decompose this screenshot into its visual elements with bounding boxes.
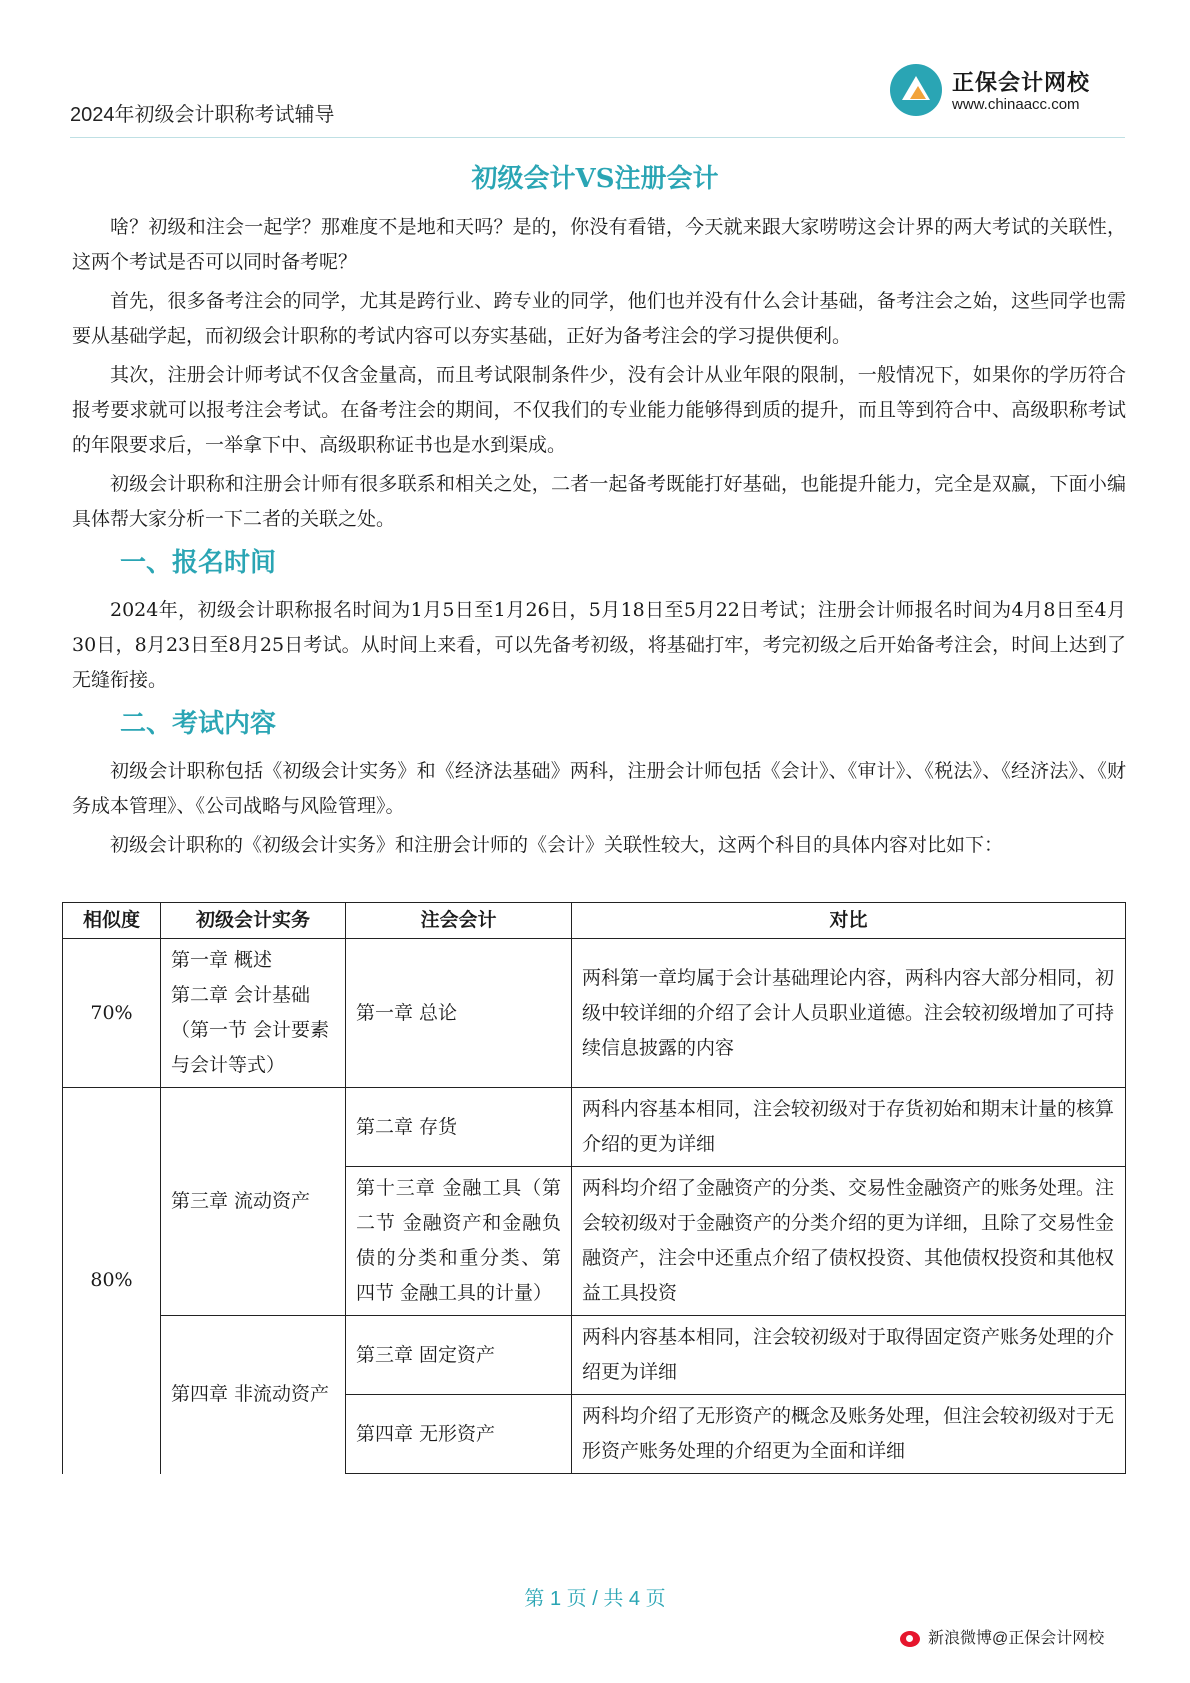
weibo-link[interactable] [900, 1625, 1104, 1648]
table-row [63, 939, 1126, 1088]
cpa-cell: 第十三章 金融工具（第二节 金融资产和金融负债的分类和重分类、第四节 金融工具的计量） [346, 1167, 572, 1316]
content-paragraph-2: 初级会计职称的《初级会计实务》和注册会计师的《会计》关联性较大，这两个科目的具体内容对比如下： [110, 834, 1004, 856]
compare-cell: 两科均介绍了无形资产的概念及账务处理，但注会较初级对于无形资产账务处理的介绍更为全面和详细 [572, 1395, 1126, 1474]
logo-icon [890, 64, 942, 116]
header-cpa: 注会会计 [346, 903, 572, 939]
school-logo[interactable] [890, 62, 1130, 122]
page-number: 第 1 页 / 共 4 页 [524, 1588, 666, 1610]
table-row [63, 1088, 1126, 1167]
intro-paragraph-4: 初级会计职称和注册会计师有很多联系和相关之处，二者一起备考既能打好基础，也能提升能力，完全是双赢，下面小编具体帮大家分析一下二者的关联之处。 [72, 473, 1126, 530]
similarity-cell: 80% [63, 1088, 161, 1474]
header-similarity: 相似度 [63, 903, 161, 939]
weibo-label: 新浪微博@正保会计网校 [928, 1630, 1105, 1647]
compare-cell: 两科内容基本相同，注会较初级对于存货初始和期末计量的核算介绍的更为详细 [572, 1088, 1126, 1167]
compare-cell: 两科第一章均属于会计基础理论内容，两科内容大部分相同，初级中较详细的介绍了会计人员职业道德。注会较初级增加了可持续信息披露的内容 [572, 939, 1126, 1088]
cpa-cell: 第四章 无形资产 [346, 1395, 572, 1474]
table-header-row [63, 903, 1126, 939]
header-junior: 初级会计实务 [161, 903, 346, 939]
article-body [72, 210, 1126, 867]
header-divider [70, 137, 1125, 138]
registration-paragraph: 2024年，初级会计职称报名时间为1月5日至1月26日，5月18日至5月22日考试；注册会计师报名时间为4月8日至4月30日，8月23日至8月25日考试。从时间上来看，可以先备考初级，将基础打牢，考完初级之后开始备考注会，时间上达到了无缝衔接。 [72, 599, 1126, 691]
content-paragraph-1: 初级会计职称包括《初级会计实务》和《经济法基础》两科，注册会计师包括《会计》、《审计》、《税法》、《经济法》、《财务成本管理》、《公司战略与风险管理》。 [72, 760, 1126, 817]
header-compare: 对比 [572, 903, 1126, 939]
section-heading-content: 二、考试内容 [120, 709, 277, 739]
similarity-cell: 70% [63, 939, 161, 1088]
compare-cell: 两科均介绍了金融资产的分类、交易性金融资产的账务处理。注会较初级对于金融资产的分类介绍的更为详细，且除了交易性金融资产，注会中还重点介绍了债权投资、其他债权投资和其他权益工具投资 [572, 1167, 1126, 1316]
junior-cell: 第一章 概述 第二章 会计基础（第一节 会计要素与会计等式） [161, 939, 346, 1088]
section-heading-registration: 一、报名时间 [120, 548, 277, 578]
cpa-cell: 第二章 存货 [346, 1088, 572, 1167]
intro-paragraph-2: 首先，很多备考注会的同学，尤其是跨行业、跨专业的同学，他们也并没有什么会计基础，备考注会之始，这些同学也需要从基础学起，而初级会计职称的考试内容可以夯实基础，正好为备考注会的学习提供便利。 [72, 290, 1126, 347]
page-title: 初级会计VS注册会计 [471, 164, 719, 194]
logo-name: 正保会计网校 [952, 70, 1091, 95]
table-row [63, 1316, 1126, 1395]
intro-paragraph-3: 其次，注册会计师考试不仅含金量高，而且考试限制条件少，没有会计从业年限的限制，一般情况下，如果你的学历符合报考要求就可以报考注会考试。在备考注会的期间，不仅我们的专业能力能够得到质的提升，而且等到符合中、高级职称考试的年限要求后，一举拿下中、高级职称证书也是水到渠成。 [72, 364, 1126, 456]
doc-label: 2024年初级会计职称考试辅导 [70, 104, 335, 126]
junior-cell: 第三章 流动资产 [161, 1088, 346, 1316]
cpa-cell: 第一章 总论 [346, 939, 572, 1088]
junior-cell: 第四章 非流动资产 [161, 1316, 346, 1474]
compare-cell: 两科内容基本相同，注会较初级对于取得固定资产账务处理的介绍更为详细 [572, 1316, 1126, 1395]
intro-paragraph-1: 啥？初级和注会一起学？那难度不是地和天吗？是的，你没有看错，今天就来跟大家唠唠这会计界的两大考试的关联性，这两个考试是否可以同时备考呢？ [72, 216, 1126, 273]
comparison-table [62, 902, 1126, 1474]
weibo-icon [900, 1631, 920, 1647]
logo-url: www.chinaacc.com [952, 96, 1080, 113]
cpa-cell: 第三章 固定资产 [346, 1316, 572, 1395]
